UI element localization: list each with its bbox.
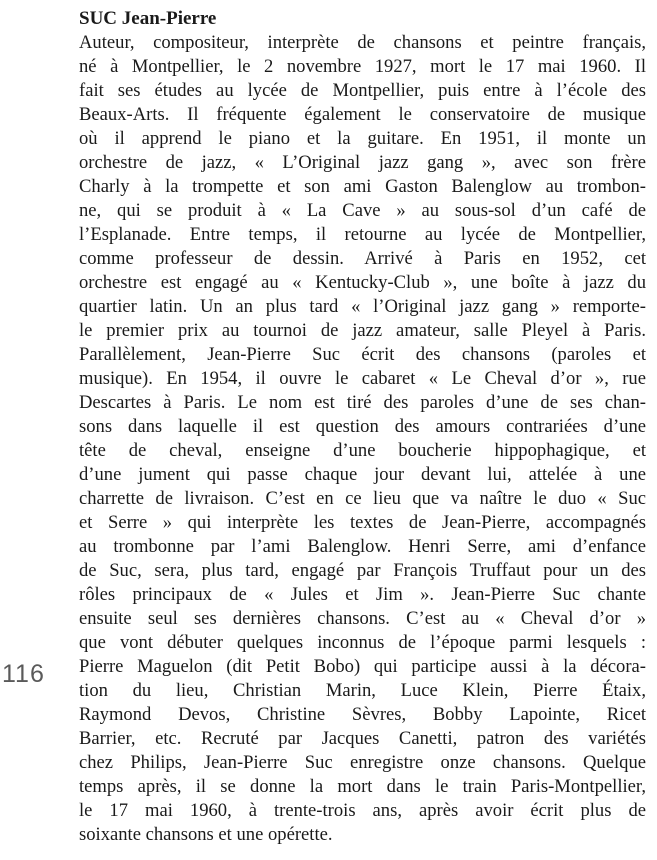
body-line: Beaux-Arts. Il fréquente également le conservatoire de musique [79,104,646,125]
body-line: au trombonne par l’ami Balenglow. Henri Serre, ami d’enfance [79,536,646,557]
body-line: Pierre Maguelon (dit Petit Bobo) qui participe aussi à la décora- [79,656,646,677]
body-line: d’une jument qui passe chaque jour devant lui, attelée à une [79,464,646,485]
body-line: soixante chansons et une opérette. [79,824,333,845]
body-line: quartier latin. Un an plus tard « l’Original jazz gang » remporte- [79,296,646,317]
body-line: ensuite seul ses dernières chansons. C’est au « Cheval d’or » [79,608,646,629]
body-line: et Serre » qui interprète les textes de Jean-Pierre, accompagnés [79,512,646,533]
body-line: orchestre est engagé au « Kentucky-Club », une boîte à jazz du [79,272,646,293]
body-line: Descartes à Paris. Le nom est tiré des paroles d’une de ses chan- [79,392,646,413]
body-line: charrette de livraison. C’est en ce lieu que va naître le duo « Suc [79,488,646,509]
body-line: chez Philips, Jean-Pierre Suc enregistre onze chansons. Quelque [79,752,646,773]
body-line: né à Montpellier, le 2 novembre 1927, mort le 17 mai 1960. Il [79,56,646,77]
body-line: Parallèlement, Jean-Pierre Suc écrit des chansons (paroles et [79,344,646,365]
body-line: le premier prix au tournoi de jazz amateur, salle Pleyel à Paris. [79,320,646,341]
body-line: comme professeur de dessin. Arrivé à Paris en 1952, cet [79,248,646,269]
body-line: l’Esplanade. Entre temps, il retourne au lycée de Montpellier, [79,224,646,245]
body-line: Raymond Devos, Christine Sèvres, Bobby Lapointe, Ricet [79,704,646,725]
body-line: fait ses études au lycée de Montpellier, puis entre à l’école des [79,80,646,101]
body-line: sons dans laquelle il est question des amours contrariées d’une [79,416,646,437]
body-line: Barrier, etc. Recruté par Jacques Canetti, patron des variétés [79,728,646,749]
body-line: ne, qui se produit à « La Cave » au sous-sol d’un café de [79,200,646,221]
body-line: que vont débuter quelques inconnus de l’époque parmi lesquels : [79,632,646,653]
body-line: musique). En 1954, il ouvre le cabaret « Le Cheval d’or », rue [79,368,646,389]
body-line: tion du lieu, Christian Marin, Luce Klein, Pierre Étaix, [79,680,646,701]
body-line: où il apprend le piano et la guitare. En 1951, il monte un [79,128,646,149]
body-line: Charly à la trompette et son ami Gaston Balenglow au trombon- [79,176,646,197]
body-line: de Suc, sera, plus tard, engagé par François Truffaut pour un des [79,560,646,581]
biography-entry [79,7,646,847]
body-line: temps après, il se donne la mort dans le train Paris-Montpellier, [79,776,646,797]
page-number: 116 [2,660,45,688]
entry-body [79,31,646,847]
body-line: tête de cheval, enseigne d’une boucherie hippophagique, et [79,440,646,461]
body-line: orchestre de jazz, « L’Original jazz gang », avec son frère [79,152,646,173]
body-line: le 17 mai 1960, à trente-trois ans, après avoir écrit plus de [79,800,646,821]
body-line: Auteur, compositeur, interprète de chansons et peintre français, [79,32,646,53]
entry-heading: SUC Jean-Pierre [79,8,217,29]
body-line: rôles principaux de « Jules et Jim ». Jean-Pierre Suc chante [79,584,646,605]
